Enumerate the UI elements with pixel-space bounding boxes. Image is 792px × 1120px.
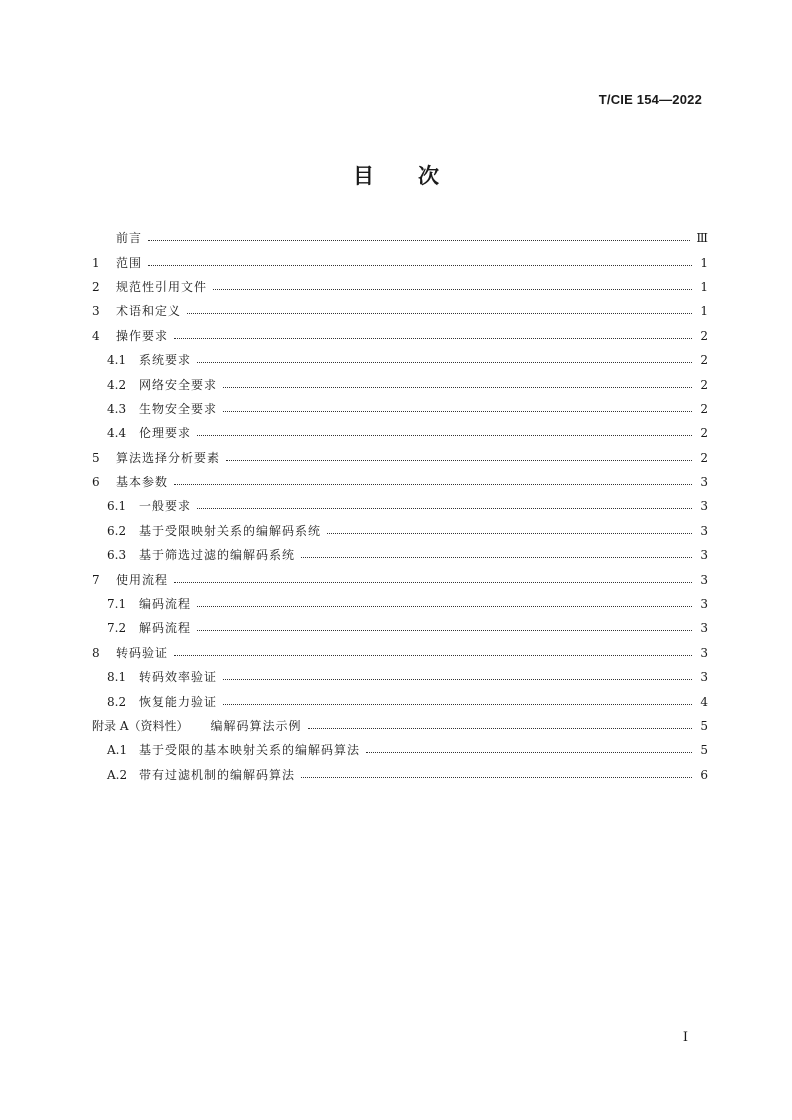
toc-entry-label: 基本参数: [116, 475, 169, 490]
toc-entry-label: 带有过滤机制的编解码算法: [139, 767, 296, 782]
toc-entry[interactable]: [92, 348, 708, 372]
page-folio: I: [682, 1030, 688, 1045]
toc-entry-page: 3: [700, 670, 708, 685]
toc-leader-dots: [197, 361, 692, 363]
toc-entry-page: 4: [700, 694, 708, 709]
toc-leader-dots: [226, 459, 692, 461]
toc-entry-page: 5: [700, 719, 708, 733]
toc-entry-page: 3: [700, 523, 708, 538]
toc-entry-label: 算法选择分析要素: [116, 450, 221, 465]
toc-leader-dots: [148, 239, 690, 241]
toc-entry-number: 附录 A（资料性）: [92, 719, 189, 733]
toc-title-char-2: 次: [418, 164, 439, 188]
toc-entry[interactable]: [92, 372, 708, 396]
toc-entry-page: 2: [700, 426, 708, 441]
toc-leader-dots: [366, 751, 692, 753]
toc-leader-dots: [174, 581, 692, 583]
standard-code: T/CIE 154—2022: [598, 92, 702, 107]
toc-entry-label: 编码流程: [139, 597, 192, 612]
toc-entry[interactable]: [92, 421, 708, 445]
toc-entry[interactable]: [92, 494, 708, 518]
toc-entry[interactable]: [92, 543, 708, 567]
toc-entry-page: 5: [700, 743, 708, 758]
toc-entry-page: 1: [700, 255, 708, 270]
toc-entry-page: 3: [700, 475, 708, 490]
toc-entry-number: 8.1: [107, 670, 127, 685]
toc-leader-dots: [174, 337, 692, 339]
toc-entry-number: 4.3: [107, 401, 127, 416]
toc-entry-number: 6.3: [107, 548, 127, 563]
toc-entry-page: 1: [700, 304, 708, 319]
toc-entry[interactable]: [92, 665, 708, 689]
toc-entry-label: 前言: [116, 231, 143, 246]
toc-leader-dots: [223, 410, 692, 412]
toc-entry-page: 3: [700, 548, 708, 563]
toc-entry-number: 4.4: [107, 426, 127, 441]
toc-entry-page: 2: [700, 450, 708, 465]
toc-entry[interactable]: [92, 689, 708, 713]
toc-entry-number: 8: [92, 645, 100, 660]
toc-entry[interactable]: [92, 519, 708, 543]
toc-entry-label: 网络安全要求: [139, 377, 218, 392]
toc-entry-page: 6: [700, 767, 708, 782]
toc-entry-label: 术语和定义: [116, 304, 182, 319]
toc-entry-page: 3: [700, 621, 708, 636]
toc-entry-number: 1: [92, 255, 100, 270]
toc-entry-label: 伦理要求: [139, 426, 192, 441]
toc-entry-label: 范围: [116, 255, 143, 270]
toc-entry-number: 7.1: [107, 597, 127, 612]
toc-entry-label: 基于受限的基本映射关系的编解码算法: [139, 743, 361, 758]
toc-entry-label: 解码流程: [139, 621, 192, 636]
toc-leader-dots: [197, 434, 692, 436]
toc-title-char-1: 目: [353, 164, 374, 188]
toc-leader-dots: [301, 556, 692, 558]
toc-entry-label: 使用流程: [116, 572, 169, 587]
toc-entry[interactable]: [92, 763, 708, 787]
toc-entry[interactable]: [92, 275, 708, 299]
toc-entry-number: 4.2: [107, 377, 127, 392]
toc-leader-dots: [187, 312, 692, 314]
toc-entry[interactable]: [92, 470, 708, 494]
toc-leader-dots: [197, 507, 692, 509]
toc-entry-number: 2: [92, 279, 100, 294]
toc-entry-page: 3: [700, 499, 708, 514]
toc-leader-dots: [174, 483, 692, 485]
table-of-contents: [92, 226, 708, 787]
toc-entry-page: 3: [700, 597, 708, 612]
toc-title: [0, 160, 792, 190]
toc-entry[interactable]: [92, 299, 708, 323]
toc-entry-label: 基于筛选过滤的编解码系统: [139, 548, 296, 563]
toc-leader-dots: [327, 532, 692, 534]
toc-leader-dots: [174, 654, 692, 656]
toc-entry-label: 转码效率验证: [139, 670, 218, 685]
toc-entry-label: 编解码算法示例: [210, 719, 302, 733]
toc-entry-label: 规范性引用文件: [116, 279, 208, 294]
toc-entry-label: 一般要求: [139, 499, 192, 514]
toc-leader-dots: [223, 386, 692, 388]
toc-entry-number: 8.2: [107, 694, 127, 709]
toc-leader-dots: [197, 629, 692, 631]
toc-entry-page: 3: [700, 645, 708, 660]
toc-entry[interactable]: [92, 738, 708, 762]
toc-leader-dots: [148, 264, 692, 266]
toc-entry-number: 3: [92, 304, 100, 319]
toc-entry[interactable]: [92, 446, 708, 470]
toc-entry-number: 7: [92, 572, 100, 587]
toc-entry[interactable]: [92, 226, 708, 250]
toc-entry-number: A.1: [107, 743, 128, 758]
toc-entry-page: 2: [700, 328, 708, 343]
toc-entry-page: 3: [700, 572, 708, 587]
toc-entry-number: 5: [92, 450, 100, 465]
toc-leader-dots: [213, 288, 692, 290]
toc-entry-label: 生物安全要求: [139, 401, 218, 416]
toc-entry[interactable]: [92, 714, 708, 738]
toc-entry[interactable]: [92, 592, 708, 616]
toc-entry-page: 1: [700, 279, 708, 294]
toc-entry[interactable]: [92, 567, 708, 591]
toc-entry[interactable]: [92, 641, 708, 665]
toc-entry-number: 6: [92, 475, 100, 490]
toc-leader-dots: [223, 703, 692, 705]
toc-entry-label: 恢复能力验证: [139, 694, 218, 709]
toc-leader-dots: [308, 727, 693, 729]
toc-entry[interactable]: [92, 397, 708, 421]
toc-entry-label: 系统要求: [139, 353, 192, 368]
toc-entry-number: 6.1: [107, 499, 127, 514]
toc-leader-dots: [223, 678, 692, 680]
toc-entry[interactable]: [92, 324, 708, 348]
toc-leader-dots: [301, 776, 692, 778]
toc-entry-page: 2: [700, 401, 708, 416]
toc-entry-page: Ⅲ: [696, 231, 708, 246]
toc-entry-number: 6.2: [107, 523, 127, 538]
toc-entry-number: 4.1: [107, 353, 127, 368]
toc-leader-dots: [197, 605, 692, 607]
toc-entry-number: 7.2: [107, 621, 127, 636]
toc-entry-label: 转码验证: [116, 645, 169, 660]
toc-entry-page: 2: [700, 377, 708, 392]
toc-entry-number: A.2: [107, 767, 128, 782]
toc-entry-label: 操作要求: [116, 328, 169, 343]
toc-entry-page: 2: [700, 353, 708, 368]
toc-entry[interactable]: [92, 616, 708, 640]
toc-entry-label: 基于受限映射关系的编解码系统: [139, 523, 322, 538]
toc-entry[interactable]: [92, 250, 708, 274]
toc-entry-number: 4: [92, 328, 100, 343]
